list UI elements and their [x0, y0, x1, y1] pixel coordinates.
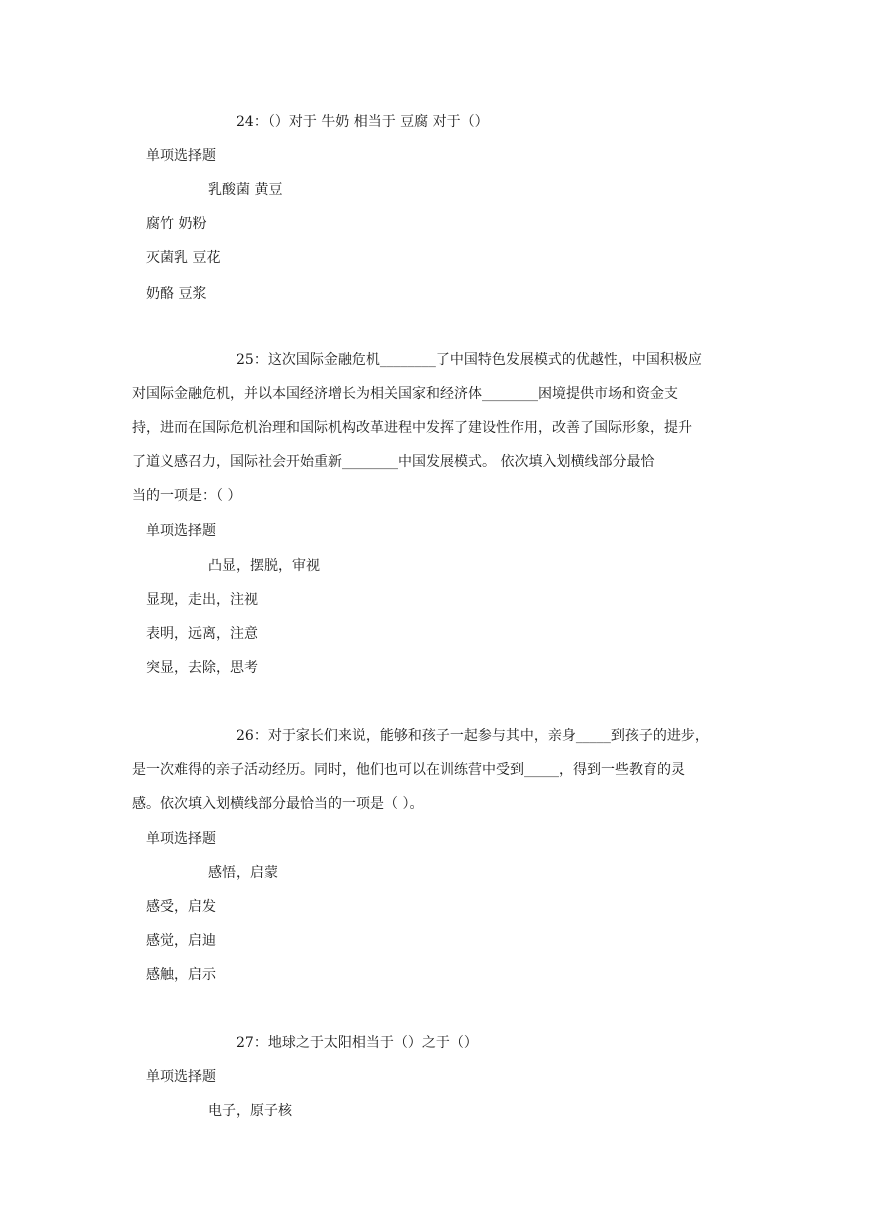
option-c: 表明，远离，注意 [146, 626, 258, 642]
question-stem: 24：（）对于 牛奶 相当于 豆腐 对于（） [236, 114, 489, 130]
option-d: 突显，去除，思考 [146, 660, 258, 676]
option-b: 感受，启发 [146, 899, 216, 915]
question-stem-line: 了道义感召力，国际社会开始重新________中国发展模式。 依次填入划横线部分最恰 [132, 454, 655, 470]
question-stem-line: 是一次难得的亲子活动经历。同时，他们也可以在训练营中受到_____，得到一些教育的灵 [132, 762, 685, 778]
question-type-label: 单项选择题 [146, 148, 216, 164]
question-type-label: 单项选择题 [146, 523, 216, 539]
question-type-label: 单项选择题 [146, 1069, 216, 1085]
option-d: 奶酪 豆浆 [146, 286, 207, 302]
question-stem-line: 感。依次填入划横线部分最恰当的一项是（ ）。 [132, 796, 424, 812]
option-a: 乳酸菌 黄豆 [208, 182, 283, 198]
option-c: 感觉，启迪 [146, 933, 216, 949]
question-stem-line: 25：这次国际金融危机________了中国特色发展模式的优越性，中国积极应 [236, 352, 702, 368]
question-stem-line: 对国际金融危机，并以本国经济增长为相关国家和经济体________困境提供市场和资金支 [132, 386, 678, 402]
option-a: 电子，原子核 [208, 1103, 292, 1119]
option-a: 凸显，摆脱，审视 [208, 558, 320, 574]
question-stem-line: 当的一项是：（ ） [132, 488, 242, 504]
question-stem-line: 26：对于家长们来说，能够和孩子一起参与其中，亲身_____到孩子的进步， [236, 728, 709, 744]
option-a: 感悟，启蒙 [208, 865, 278, 881]
question-type-label: 单项选择题 [146, 831, 216, 847]
question-stem: 27：地球之于太阳相当于（）之于（） [236, 1035, 478, 1051]
option-b: 腐竹 奶粉 [146, 216, 207, 232]
option-c: 灭菌乳 豆花 [146, 250, 221, 266]
option-d: 感触，启示 [146, 967, 216, 983]
option-b: 显现，走出，注视 [146, 592, 258, 608]
question-stem-line: 持，进而在国际危机治理和国际机构改革进程中发挥了建设性作用，改善了国际形象，提升 [132, 420, 692, 436]
